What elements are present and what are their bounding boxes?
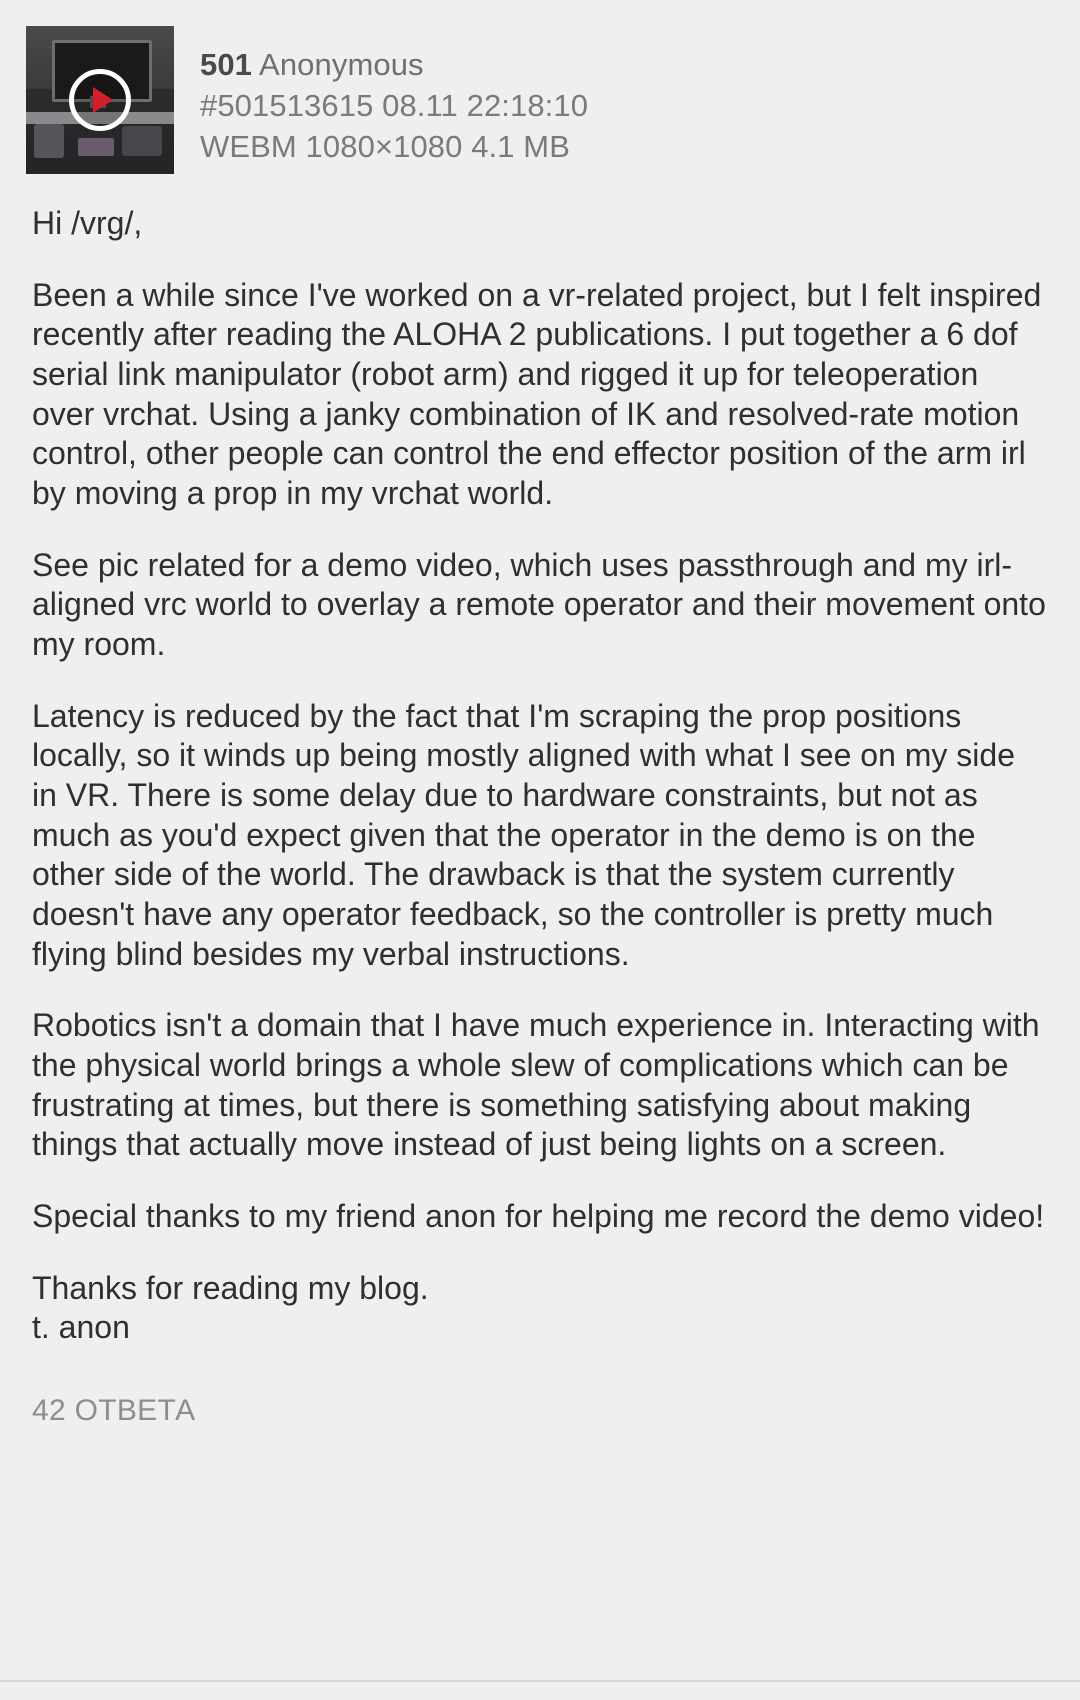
post-number[interactable]: 501 — [200, 47, 253, 82]
post-id-date[interactable]: #501513615 08.11 22:18:10 — [200, 88, 589, 124]
post-paragraph: Hi /vrg/, — [32, 205, 143, 241]
post-paragraph: Robotics isn't a domain that I have much experience in. Interacting with the physical world brings a whole slew of complications which can be frustrating at times, but there is something satisfying about making things that actually move instead of just being lights on a screen. — [32, 1007, 1040, 1163]
play-icon[interactable] — [69, 69, 131, 131]
post-author-name: Anonymous — [259, 47, 424, 82]
post-signature — [32, 1269, 1048, 1348]
post-divider — [0, 1680, 1080, 1682]
post-body — [0, 174, 1080, 1348]
post-file-info: WEBM 1080×1080 4.1 MB — [200, 129, 570, 165]
replies-count[interactable]: 42 ОТВЕТА — [32, 1394, 196, 1428]
post-paragraph: Been a while since I've worked on a vr-related project, but I felt inspired recently after reading the ALOHA 2 publications. I put together a 6 dof serial link manipulator (robot arm) and rigged it up for teleoperation over vrchat. Using a janky combination of IK and resolved-rate motion control, other people can control the end effector position of the arm irl by moving a prop in my vrchat world. — [32, 276, 1042, 512]
post-paragraph: Latency is reduced by the fact that I'm scraping the prop positions locally, so it winds up being mostly aligned with what I see on my side in VR. There is some delay due to hardware constraints, but not as much as you'd expect given that the operator in the demo is on the other side of the world. The drawback is that the system currently doesn't have any operator feedback, so the controller is pretty much flying blind besides my verbal instructions. — [32, 697, 1015, 972]
post-meta — [174, 26, 588, 168]
thumbnail-object-center — [78, 138, 114, 156]
post-paragraph: Special thanks to my friend anon for helping me record the demo video! — [32, 1198, 1045, 1235]
thumbnail-object-right — [122, 126, 162, 156]
post-author-line — [200, 44, 588, 85]
post-header — [0, 0, 1080, 174]
video-thumbnail[interactable] — [26, 26, 174, 174]
signature-line-2: t. anon — [32, 1309, 130, 1346]
post-paragraph: See pic related for a demo video, which uses passthrough and my irl-aligned vrc world to overlay a remote operator and their movement onto my room. — [32, 546, 1046, 663]
signature-line-1: Thanks for reading my blog. — [32, 1269, 429, 1306]
thumbnail-object-left — [34, 124, 64, 158]
play-triangle — [93, 87, 113, 113]
